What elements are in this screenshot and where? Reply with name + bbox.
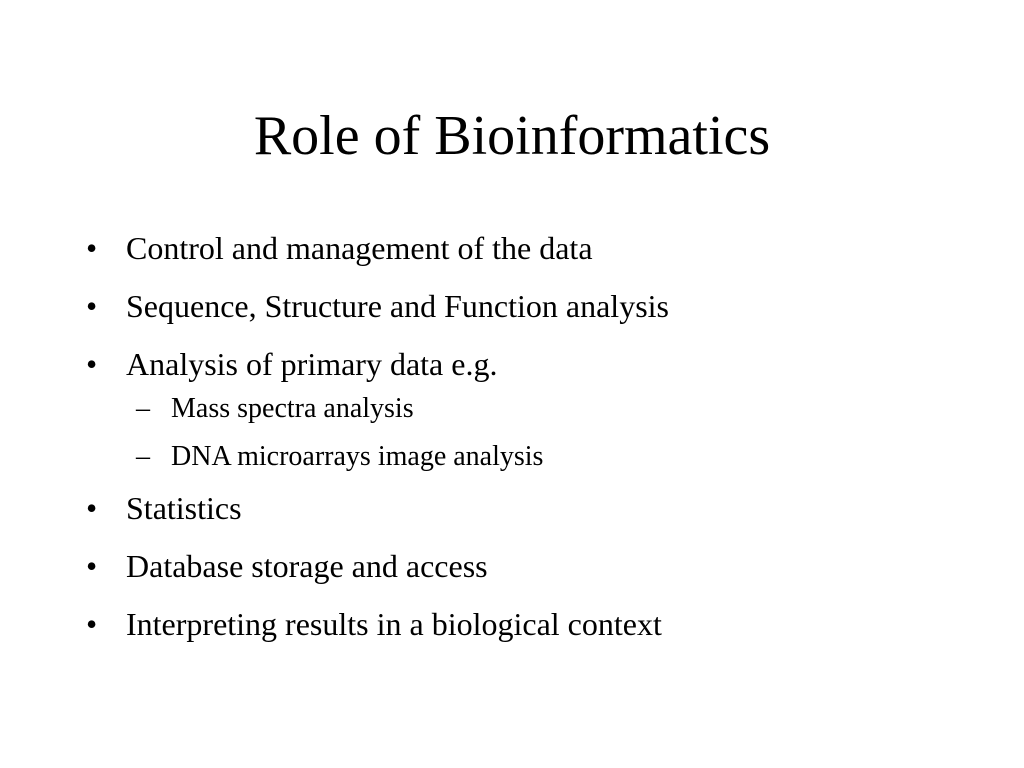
bullet-list (86, 228, 986, 662)
bullet-marker: • (86, 548, 98, 584)
bullet-item (86, 286, 986, 326)
sub-bullet-text: DNA microarrays image analysis (171, 441, 544, 472)
sub-bullet-item (126, 392, 986, 426)
bullet-text: Statistics (126, 490, 242, 526)
bullet-item (86, 604, 986, 644)
bullet-marker: • (86, 346, 98, 382)
bullet-marker: • (86, 606, 98, 642)
bullet-text: Control and management of the data (126, 230, 593, 266)
slide-title: Role of Bioinformatics (253, 105, 771, 167)
sub-bullet-item (126, 440, 986, 474)
bullet-item (86, 344, 986, 474)
bullet-text: Sequence, Structure and Function analysis (126, 288, 669, 324)
sub-bullet-text: Mass spectra analysis (171, 393, 414, 424)
sub-bullet-list (126, 392, 986, 474)
bullet-marker: • (86, 490, 98, 526)
bullet-marker: • (86, 230, 98, 266)
sub-bullet-marker: – (136, 393, 150, 424)
bullet-text: Analysis of primary data e.g. (126, 346, 498, 382)
sub-bullet-marker: – (136, 441, 150, 472)
bullet-item (86, 228, 986, 268)
bullet-marker: • (86, 288, 98, 324)
bullet-item (86, 546, 986, 586)
bullet-text: Interpreting results in a biological context (126, 606, 662, 642)
bullet-text: Database storage and access (126, 548, 488, 584)
bullet-item (86, 488, 986, 528)
